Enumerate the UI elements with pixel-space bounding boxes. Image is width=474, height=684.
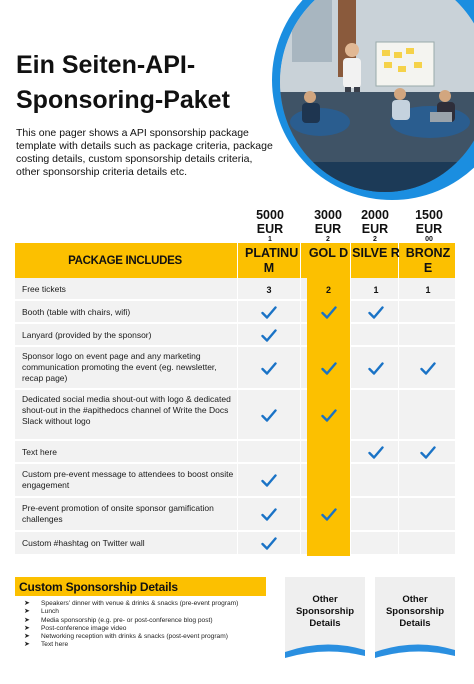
tier-platinum: PLATINU M <box>245 246 299 275</box>
price-amount: 2000 <box>361 208 389 222</box>
check-icon <box>245 306 293 319</box>
custom-list-item <box>24 625 274 633</box>
price-note: 1 <box>268 236 272 243</box>
custom-list-item <box>24 617 274 625</box>
column-divider <box>237 243 238 556</box>
card-2-wave-decoration <box>375 640 455 666</box>
arrow-bullet-icon: ➤ <box>24 608 30 616</box>
custom-list-item <box>24 641 274 649</box>
row-label: Custom #hashtag on Twitter wall <box>22 538 145 548</box>
price-currency: EUR <box>415 222 443 236</box>
tier-bronze: BRONZ E <box>405 246 451 275</box>
price-currency: EUR <box>361 222 389 236</box>
row-label: Dedicated social media shout-out with logo & dedicated shout-out in the #apithedocs channel of Write the Docs Slack without logo <box>22 394 231 426</box>
custom-list-item <box>24 608 274 616</box>
column-divider <box>300 243 301 556</box>
row-label: Custom pre-event message to attendees to boost onsite engagement <box>22 469 234 490</box>
price-note: 2 <box>373 236 377 243</box>
price-amount: 5000 <box>256 208 284 222</box>
arrow-bullet-icon: ➤ <box>24 600 30 607</box>
card-line: Other <box>402 594 428 605</box>
check-icon <box>245 508 293 521</box>
arrow-bullet-icon: ➤ <box>24 616 30 624</box>
card-1-wave-decoration <box>285 640 365 666</box>
check-icon <box>305 362 353 375</box>
card-line: Details <box>399 618 431 629</box>
custom-item-text: Speakers' dinner with venue & drinks & snacks (pre-event program) <box>41 600 239 607</box>
title-line-1: Ein Seiten-API- <box>16 51 196 79</box>
price-amount: 1500 <box>415 208 443 222</box>
price-note: 00 <box>425 236 433 243</box>
header-photo <box>272 0 474 200</box>
card-line: Details <box>309 618 341 629</box>
price-currency: EUR <box>314 222 342 236</box>
custom-sponsorship-title: Custom Sponsorship Details <box>19 580 178 594</box>
custom-item-text: Post-conference image video <box>41 624 127 632</box>
tier-silver: SILVE R <box>352 246 400 260</box>
intro-description: This one pager shows a API sponsorship package template with details such as package criteria, package costing details, custom sponsorship details criteria, other sponsorship criteria details etc. <box>16 127 273 178</box>
check-icon <box>404 446 452 459</box>
check-icon <box>245 329 293 342</box>
check-icon <box>245 362 293 375</box>
check-icon <box>352 306 400 319</box>
row-label: Lanyard (provided by the sponsor) <box>22 330 152 340</box>
custom-sponsorship-list <box>24 600 274 650</box>
check-icon <box>352 362 400 375</box>
arrow-bullet-icon: ➤ <box>24 641 30 649</box>
title-line-2: Sponsoring-Paket <box>16 86 230 114</box>
price-currency: EUR <box>256 222 284 236</box>
page-title <box>16 48 230 118</box>
card-line: Sponsorship <box>385 606 445 617</box>
row-label: Pre-event promotion of onsite sponsor gamification challenges <box>22 503 214 524</box>
custom-list-item <box>24 633 274 641</box>
price-amount: 3000 <box>314 208 342 222</box>
row-label: Booth (table with chairs, wifi) <box>22 307 131 317</box>
check-icon <box>404 362 452 375</box>
custom-list-item <box>24 600 274 608</box>
check-icon <box>305 409 353 422</box>
card-2-text <box>375 594 455 630</box>
check-icon <box>352 446 400 459</box>
check-icon <box>245 474 293 487</box>
ticket-count: 2 <box>325 284 331 295</box>
custom-item-text: Text here <box>41 641 69 649</box>
price-note: 2 <box>326 236 330 243</box>
row-label: Free tickets <box>22 284 66 294</box>
price-platinum <box>247 208 293 244</box>
row-label: Sponsor logo on event page and any marketing communication promoting the event (eg. newsletter, recap page) <box>22 351 217 383</box>
row-label: Text here <box>22 447 57 457</box>
ticket-count: 1 <box>373 284 379 295</box>
card-line: Sponsorship <box>295 606 355 617</box>
card-1-text <box>285 594 365 630</box>
custom-item-text: Media sponsorship (e.g. pre- or post-conference blog post) <box>41 616 213 624</box>
table-header-label: PACKAGE INCLUDES <box>68 254 182 267</box>
price-silver <box>352 208 398 244</box>
check-icon <box>245 409 293 422</box>
price-gold <box>305 208 351 244</box>
ticket-count: 1 <box>425 284 431 295</box>
check-icon <box>305 508 353 521</box>
check-icon <box>305 306 353 319</box>
arrow-bullet-icon: ➤ <box>24 624 30 632</box>
price-bronze <box>406 208 452 244</box>
check-icon <box>245 537 293 550</box>
tier-gold: GOL D <box>308 246 349 260</box>
custom-item-text: Lunch <box>41 608 59 616</box>
arrow-bullet-icon: ➤ <box>24 633 30 641</box>
card-line: Other <box>312 594 338 605</box>
custom-item-text: Networking reception with drinks & snacks (post-event program) <box>41 633 228 641</box>
ticket-count: 3 <box>266 284 272 295</box>
